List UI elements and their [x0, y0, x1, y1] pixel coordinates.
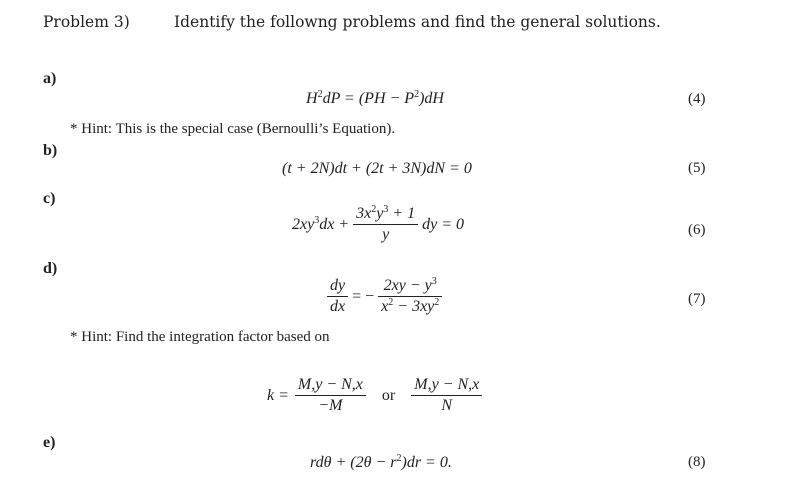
equation-number-4: (4) — [688, 91, 706, 107]
equation-number-6: (6) — [688, 222, 706, 238]
part-a-label: a) — [43, 70, 57, 87]
part-e-label: e) — [43, 434, 56, 451]
equation-e: $rd\theta + (2\theta - r^2)dr = 0$. — [310, 453, 452, 471]
fraction-k-1: $\frac{M,y - N,x}{-M}$ — [295, 376, 366, 415]
fraction-d-rhs: $\frac{2xy - y^3}{x^2 - 3xy^2}$ — [378, 277, 442, 316]
hint-d: * Hint: Find the integration factor based on — [70, 329, 330, 345]
part-d-label: d) — [43, 260, 58, 277]
fraction-c: $\frac{3x^2y^3 + 1}{y}$ — [353, 205, 418, 244]
fraction-k-2: $\frac{M,y - N,x}{N}$ — [411, 376, 482, 415]
integration-factor-formula: k = $\frac{M,y - N,x}{-M}$ or $\frac{M,y - N,x}{N}$ — [267, 376, 482, 415]
part-b-label: b) — [43, 142, 58, 159]
part-c-label: c) — [43, 190, 56, 207]
equation-c: $2xy^3dx$ + $\frac{3x^2y^3 + 1}{y}$ dy = 0 — [292, 204, 465, 243]
equation-number-7: (7) — [688, 291, 706, 307]
equation-a: $H^2dP = (PH - P^2)dH$ — [306, 89, 444, 107]
hint-a: * Hint: This is the special case (Bernoulli’s Equation). — [70, 121, 396, 137]
problem-label: Problem 3) — [43, 13, 130, 31]
fraction-dy-dx: $\frac{dy}{dx}$ — [327, 277, 348, 316]
equation-d: $\frac{dy}{dx}$ = − $\frac{2xy - y^3}{x^2 - 3xy^2}$ — [327, 277, 442, 316]
equation-number-8: (8) — [688, 454, 706, 470]
equation-number-5: (5) — [688, 160, 706, 176]
equation-b: (t + 2N)dt + (2t + 3N)dN = 0 — [282, 160, 472, 177]
instruction-text: Identify the followng problems and find the general solutions. — [174, 13, 661, 31]
